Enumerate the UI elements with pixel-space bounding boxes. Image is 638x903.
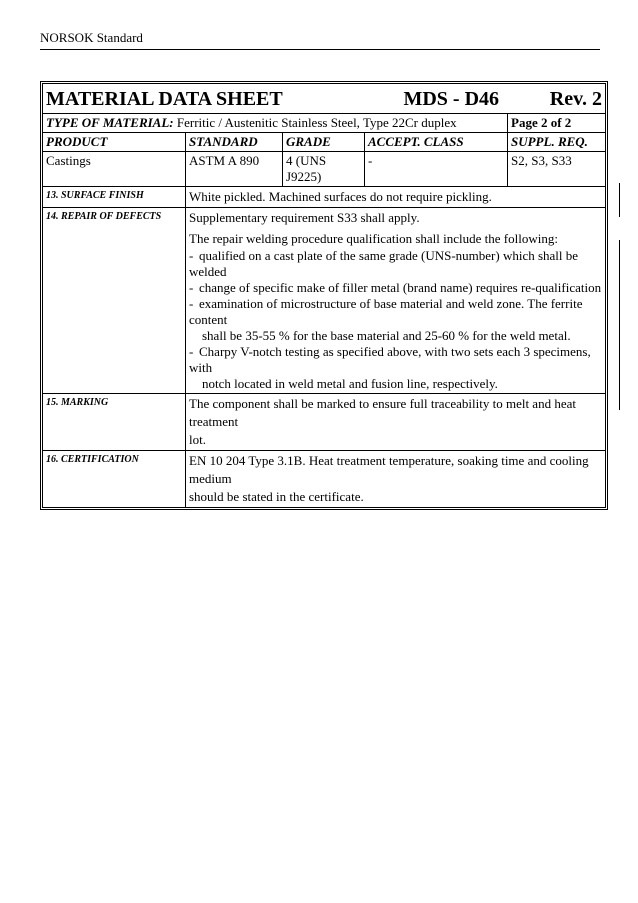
type-label: TYPE OF MATERIAL: (46, 115, 174, 130)
sheet-title: MATERIAL DATA SHEET (46, 88, 283, 110)
type-cell (43, 114, 508, 132)
certification-row (43, 451, 605, 507)
surface-finish-text: White pickled. Machined surfaces do not require pickling. (189, 189, 492, 204)
marking-row (43, 394, 605, 451)
certification-label: 16. CERTIFICATION (43, 451, 186, 507)
material-data-sheet (40, 81, 608, 510)
col-grade: GRADE (283, 133, 365, 151)
type-value: Ferritic / Austenitic Stainless Steel, Type 22Cr duplex (176, 115, 457, 130)
sheet-revision: Rev. 2 (549, 88, 602, 110)
val-grade: 4 (UNS J9225) (283, 152, 365, 186)
val-accept-class: - (365, 152, 508, 186)
value-row (43, 152, 605, 187)
marking-text: The component shall be marked to ensure full traceability to melt and heat treatment lot. (189, 396, 576, 447)
repair-line2: The repair welding procedure qualification shall include the following: (189, 231, 558, 246)
repair-item: - qualified on a cast plate of the same grade (UNS-number) which shall be welded (189, 248, 579, 279)
val-standard: ASTM A 890 (186, 152, 283, 186)
repair-content (186, 208, 605, 393)
col-standard: STANDARD (186, 133, 283, 151)
col-suppl-req: SUPPL. REQ. (511, 134, 588, 149)
type-row (43, 114, 605, 133)
col-product: PRODUCT (43, 133, 186, 151)
standard-name: NORSOK Standard (40, 30, 143, 45)
repair-label: 14. REPAIR OF DEFECTS (43, 208, 186, 393)
page-number: Page 2 of 2 (511, 115, 572, 130)
certification-text: EN 10 204 Type 3.1B. Heat treatment temperature, soaking time and cooling medium should be stated in the certificate. (189, 453, 589, 504)
title-cell (43, 84, 605, 113)
repair-row (43, 208, 605, 394)
val-suppl-req: S2, S3, S33 (511, 153, 572, 168)
val-product: Castings (43, 152, 186, 186)
revision-margin-mark (619, 240, 620, 410)
marking-label: 15. MARKING (43, 394, 186, 450)
repair-item: - Charpy V-notch testing as specified above, with two sets each 3 specimens, with notch located in weld metal and fusion line, respectively. (189, 344, 591, 391)
revision-margin-mark (619, 183, 620, 217)
surface-finish-label: 13. SURFACE FINISH (43, 187, 186, 207)
title-row (43, 84, 605, 114)
repair-item: - examination of microstructure of base material and weld zone. The ferrite content shall be 35-55 % for the base material and 25-60 % for the weld metal. (189, 296, 583, 343)
sheet-code: MDS - D46 (403, 88, 500, 110)
column-header-row (43, 133, 605, 152)
col-accept-class: ACCEPT. CLASS (365, 133, 508, 151)
page-header (40, 30, 600, 50)
repair-item: - change of specific make of filler metal (brand name) requires re-qualification (189, 280, 602, 295)
surface-finish-row (43, 187, 605, 208)
repair-line1: Supplementary requirement S33 shall apply. (189, 210, 420, 225)
